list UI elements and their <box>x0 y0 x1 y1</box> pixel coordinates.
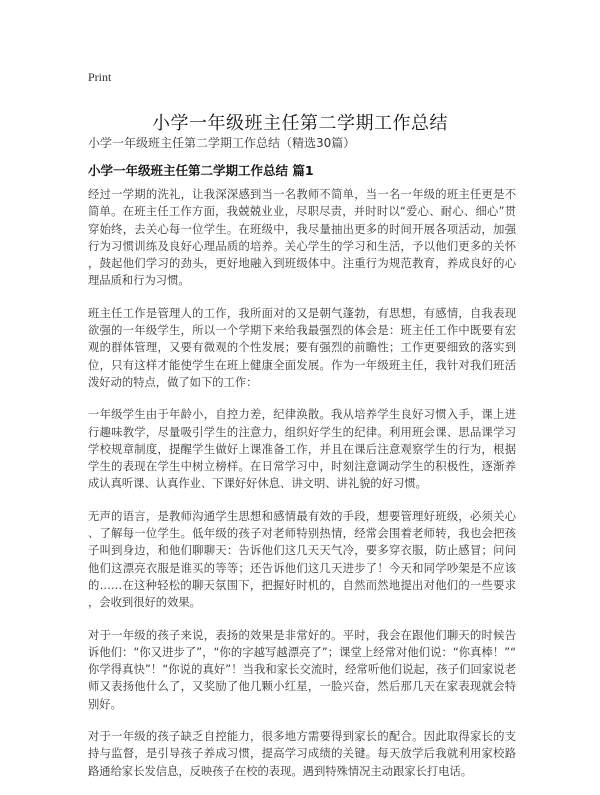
section-heading: 小学一年级班主任第二学期工作总结 篇1 <box>88 163 314 178</box>
print-link[interactable]: Print <box>88 70 112 84</box>
paragraph-2: 班主任工作是管理人的工作，我所面对的又是朝气蓬勃，有思想，有感情，自我表现欲强的一年级学生，所以一个学期下来给我最强烈的体会是：班主任工作中既要有宏观的群体管理，又要有微观的个性发展；要有强烈的前瞻性；工作更要细致的落实到位，只有这样才能使学生在班上健康全面发展。作为一年级班主任，我针对我们班活泼好动的特点，做了如下的工作： <box>88 306 516 389</box>
paragraph-1: 经过一学期的洗礼，让我深深感到当一名教师不简单，当一名一年级的班主任更是不简单。在班主任工作方面，我兢兢业业，尽职尽责，并时时以“爱心、耐心、细心”贯穿始终，去关心每一位学生。在班级中，我尽量抽出更多的时间开展各项活动，加强行为习惯训练及良好心理品质的培养。关心学生的学习和生活，予以他们更多的关怀，鼓起他们学习的劲头，更好地融入到班级体中。注重行为规范教育，养成良好的心理品质和行为习惯。 <box>88 188 516 288</box>
document-body <box>88 186 516 795</box>
document-subtitle: 小学一年级班主任第二学期工作总结（精选30篇） <box>88 136 356 150</box>
paragraph-6: 对于一年级的孩子缺乏自控能力，很多地方需要得到家长的配合。因此取得家长的支持与监督，是引导孩子养成习惯，提高学习成绩的关键。每天放学后我就利用家校路路通给家长发信息，反映孩子在校的表现。遇到特殊情况主动跟家长打电话。 <box>88 730 516 778</box>
paragraph-5: 对于一年级的孩子来说，表扬的效果是非常好的。平时，我会在跟他们聊天的时候告诉他们：“你又进步了”，“你的字越写越漂亮了”；课堂上经常对他们说：“你真棒！”“你学得真快”！“你说的真好”！当我和家长交流时，经常听他们说起，孩子们回家说老师又表扬他什么了，又奖励了他几颗小红星，一脸兴奋，然后那几天在家表现就会特别好。 <box>88 628 516 711</box>
document-title: 小学一年级班主任第二学期工作总结 <box>152 113 448 135</box>
paragraph-4: 无声的语言，是教师沟通学生思想和感情最有效的手段，想要管理好班级，必须关心、了解每一位学生。低年级的孩子对老师特别热情，经常会围着老师转，我也会把孩子叫到身边，和他们聊聊天：告诉他们这几天天气冷，要多穿衣服，防止感冒；问问他们这漂亮衣服是谁买的等等；还告诉他们这几天进步了！今天和同学吵架是不应该的……在这种轻松的聊天氛围下，把握好时机的，自然而然地提出对他们的一些要求，会收到很好的效果。 <box>88 509 516 610</box>
paragraph-3: 一年级学生由于年龄小，自控力差，纪律涣散。我从培养学生良好习惯入手，课上进行趣味教学，尽量吸引学生的注意力，组织好学生的纪律。利用班会课、思品课学习学校规章制度，提醒学生做好上课准备工作，并且在课后注意观察学生的行为，根据学生的表现在学生中树立榜样。在日常学习中，时刻注意调动学生的积极性，逐渐养成认真听课、认真作业、下课好好休息、讲文明、讲礼貌的好习惯。 <box>88 408 516 491</box>
